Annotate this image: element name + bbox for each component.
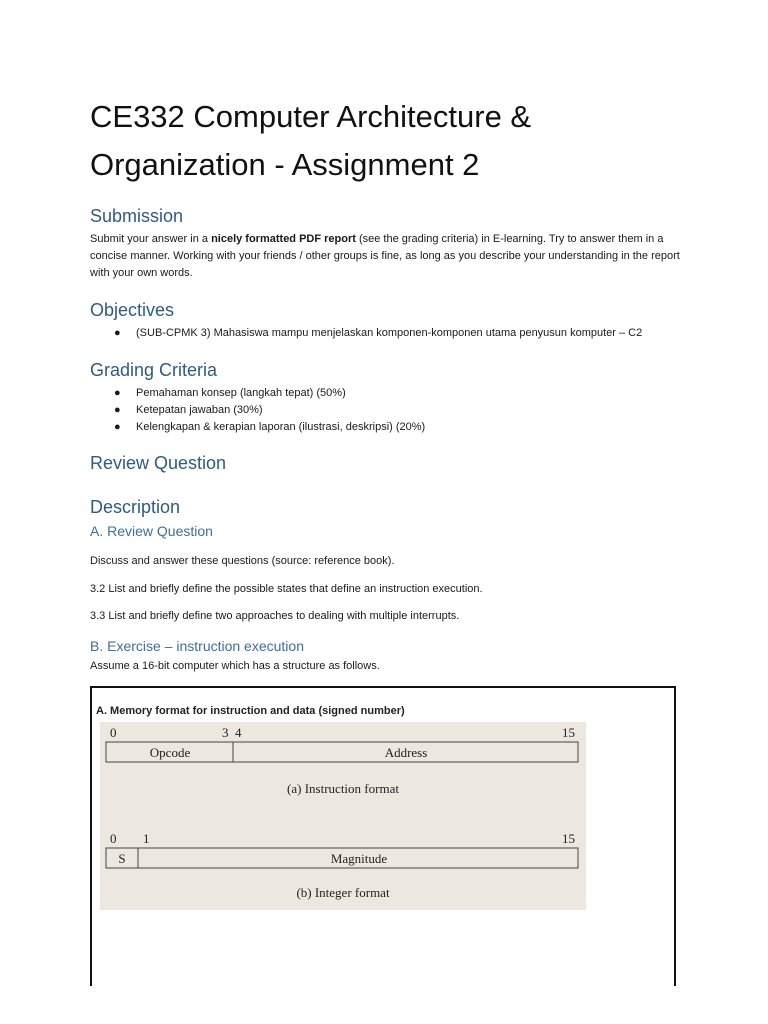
int-bit-0: 0 [110, 831, 117, 846]
question-3-3: 3.3 List and briefly define two approaches to dealing with multiple interrupts. [90, 610, 460, 622]
section-a-heading: A. Review Question [90, 523, 213, 539]
instr-bit-15: 15 [562, 725, 575, 740]
grading-list [90, 385, 690, 436]
int-bit-15: 15 [562, 831, 575, 846]
bullet-icon: ● [114, 421, 121, 433]
memory-format-diagram [100, 722, 586, 910]
objective-text: (SUB-CPMK 3) Mahasiswa mampu menjelaskan komponen-komponen utama penyusun komputer – C2 [136, 327, 643, 339]
int-bit-1: 1 [143, 831, 150, 846]
list-item [90, 419, 690, 436]
submission-text-before: Submit your answer in a [90, 233, 212, 245]
section-b-heading: B. Exercise – instruction execution [90, 638, 304, 654]
objectives-heading: Objectives [90, 300, 175, 320]
description-heading: Description [90, 497, 181, 517]
grading-heading: Grading Criteria [90, 360, 218, 380]
bullet-icon: ● [114, 327, 121, 339]
sign-field: S [118, 851, 126, 866]
instr-bit-0: 0 [110, 725, 117, 740]
memory-format-figure [100, 722, 586, 910]
submission-text [90, 231, 680, 282]
section-b-intro: Assume a 16-bit computer which has a structure as follows. [90, 660, 380, 672]
instr-bit-3: 3 [222, 725, 229, 740]
question-3-2: 3.2 List and briefly define the possible states that define an instruction execution. [90, 583, 483, 595]
list-item [90, 325, 690, 342]
list-item [90, 385, 690, 402]
objectives-list [90, 325, 690, 342]
integer-format-caption: (b) Integer format [296, 885, 390, 900]
review-question-heading: Review Question [90, 453, 227, 473]
instruction-format-caption: (a) Instruction format [287, 781, 399, 796]
submission-text-after: (see the grading criteria) in E-learning. Try to answer them in a concise manner. Working with your friends / other groups is fine, as long as you describe your understanding in the report with your own words. [90, 233, 680, 279]
opcode-field: Opcode [149, 745, 191, 760]
bullet-icon: ● [114, 387, 121, 399]
address-field: Address [384, 745, 428, 760]
bullet-icon: ● [114, 404, 121, 416]
instr-bit-4: 4 [235, 725, 242, 740]
page-title: CE332 Computer Architecture & Organization - Assignment 2 [90, 99, 532, 182]
grading-item-text: Pemahaman konsep (langkah tepat) (50%) [136, 387, 346, 399]
grading-item-text: Ketepatan jawaban (30%) [136, 404, 263, 416]
grading-item-text: Kelengkapan & kerapian laporan (ilustrasi, deskripsi) (20%) [136, 421, 426, 433]
figure-caption: A. Memory format for instruction and data (signed number) [96, 705, 405, 717]
submission-text-bold: nicely formatted PDF report [211, 233, 356, 245]
magnitude-field: Magnitude [330, 851, 388, 866]
list-item [90, 402, 690, 419]
section-a-intro: Discuss and answer these questions (source: reference book). [90, 555, 395, 567]
submission-heading: Submission [90, 206, 184, 226]
